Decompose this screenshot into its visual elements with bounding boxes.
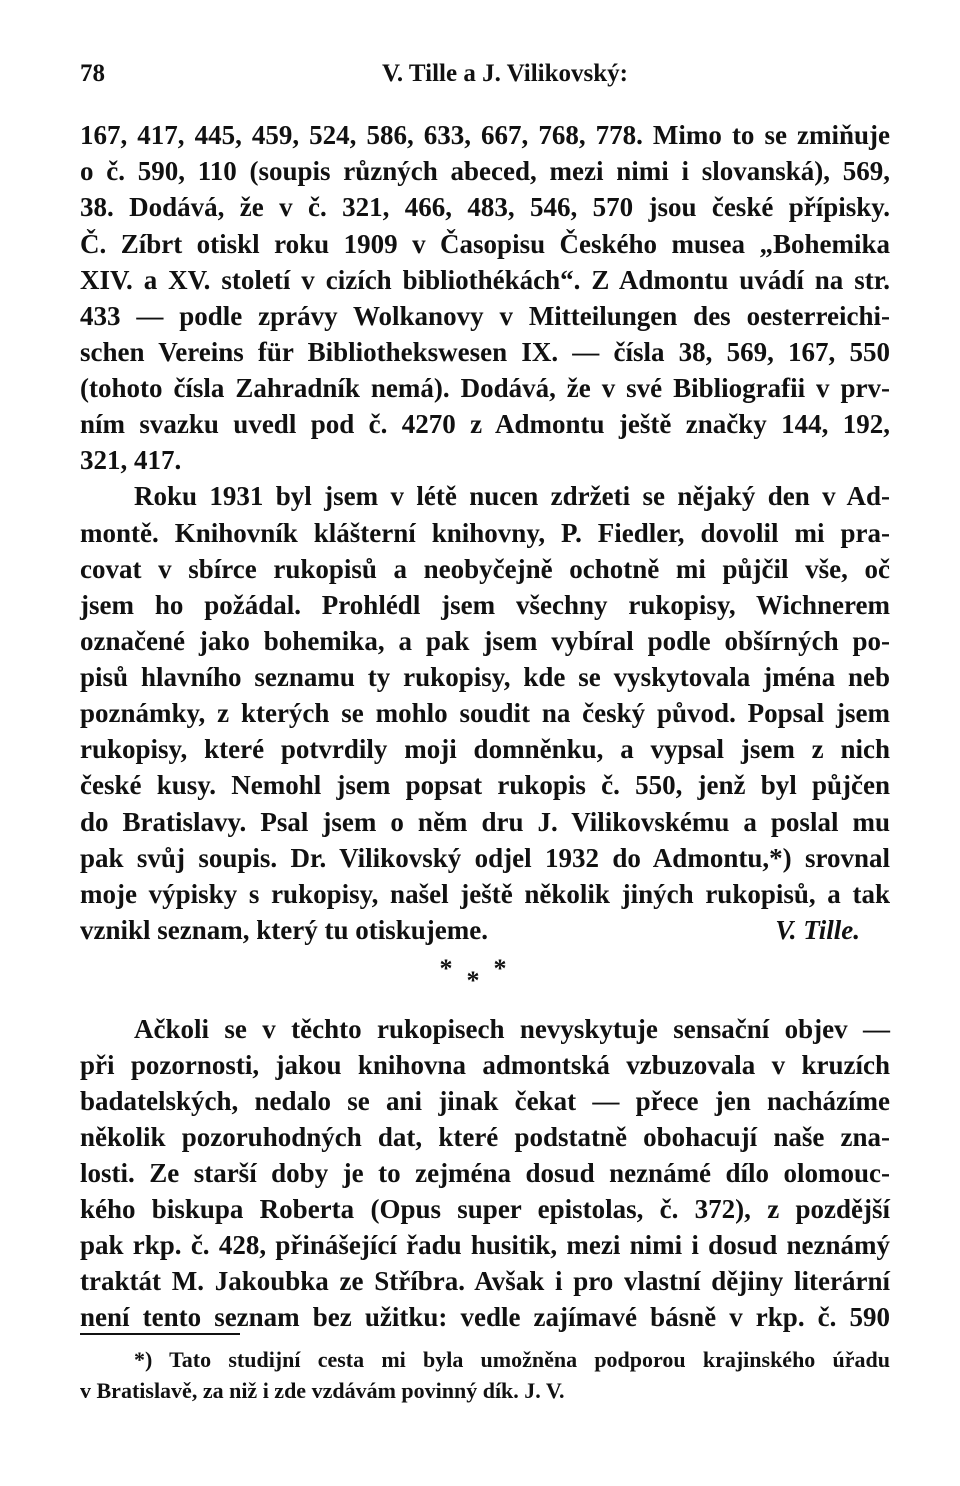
text-line: traktát M. Jakoubka ze Stříbra. Avšak i pro vlastní dějiny literární (80, 1266, 890, 1296)
text-line: XIV. a XV. století v cizích bibliothékách“. Z Admontu uvádí na str. (80, 265, 890, 295)
text-line: 321, 417. (80, 445, 182, 475)
text-line: kého biskupa Roberta (Opus super epistolas, č. 372), z pozdější (80, 1194, 890, 1224)
text-line: při pozornosti, jakou knihovna admontská vzbuzovala v kruzích (80, 1050, 890, 1080)
text-line: Roku 1931 byl jsem v létě nucen zdržeti se nějaký den v Ad- (134, 481, 890, 511)
text-line: pisů hlavního seznamu ty rukopisy, kde se vyskytovala jména neb (80, 662, 890, 692)
text-line: 38. Dodává, že v č. 321, 466, 483, 546, 570 jsou české přípisky. (80, 192, 890, 222)
footnote-line: v Bratislavě, za niž i zde vzdávám povinný dík. J. V. (80, 1378, 565, 1403)
asterisk: * (493, 954, 521, 983)
text-line: není tento seznam bez užitku: vedle zajímavé básně v rkp. č. 590 (80, 1302, 890, 1332)
text-line: ním svazku uvedl pod č. 4270 z Admontu ještě značky 144, 192, (80, 409, 890, 439)
text-line: badatelských, nedalo se ani jinak čekat — přece jen nacházíme (80, 1086, 890, 1116)
text-line: o č. 590, 110 (soupis různých abeced, mezi nimi i slovanská), 569, (80, 156, 890, 186)
footnote-rule (80, 1333, 240, 1335)
text-line: Ačkoli se v těchto rukopisech nevyskytuje sensační objev — (134, 1014, 890, 1044)
text-line: moje výpisky s rukopisy, našel ještě několik jiných rukopisů, a tak (80, 879, 890, 909)
text-line: 167, 417, 445, 459, 524, 586, 633, 667, 768, 778. Mimo to se zmiňuje (80, 120, 890, 150)
text-line: (tohoto čísla Zahradník nemá). Dodává, že v své Bibliografii v prv- (80, 373, 890, 403)
running-head: V. Tille a J. Vilikovský: (382, 60, 628, 87)
text-line: Č. Zíbrt otiskl roku 1909 v Časopisu Českého musea „Bohemika (80, 229, 890, 259)
signature: V. Tille. (775, 915, 860, 945)
text-line: covat v sbírce rukopisů a neobyčejně ochotně mi půjčil vše, oč (80, 554, 890, 584)
page-header (80, 60, 890, 94)
text-line: několik pozoruhodných dat, které podstatně obohacují naše zna- (80, 1122, 890, 1152)
text-line: losti. Ze starší doby je to zejména dosud neznámé dílo olomouc- (80, 1158, 890, 1188)
page-number: 78 (80, 60, 105, 87)
asterism-divider (0, 954, 960, 995)
asterisk: * (466, 966, 494, 995)
text-line: jsem ho požádal. Prohlédl jsem všechny rukopisy, Wichnerem (80, 590, 890, 620)
text-line: označené jako bohemika, a pak jsem vybíral podle obšírných po- (80, 626, 890, 656)
text-line: vznikl seznam, který tu otiskujeme. (80, 915, 488, 945)
text-line-signed (80, 913, 890, 947)
text-line: 433 — podle zprávy Wolkanovy v Mitteilungen des oesterreichi- (80, 301, 890, 331)
text-line: montě. Knihovník klášterní knihovny, P. Fiedler, dovolil mi pra- (80, 518, 890, 548)
text-line: pak rkp. č. 428, přinášející řadu husitik, mezi nimi i dosud neznámý (80, 1230, 890, 1260)
text-line: české kusy. Nemohl jsem popsat rukopis č. 550, jenž byl půjčen (80, 770, 890, 800)
text-line: schen Vereins für Bibliothekswesen IX. — čísla 38, 569, 167, 550 (80, 337, 890, 367)
text-line: rukopisy, které potvrdily moji domněnku, a vypsal jsem z nich (80, 734, 890, 764)
text-line: pak svůj soupis. Dr. Vilikovský odjel 1932 do Admontu,*) srovnal (80, 843, 890, 873)
footnote-line: *) Tato studijní cesta mi byla umožněna podporou krajinského úřadu (134, 1347, 890, 1372)
text-line: poznámky, z kterých se mohlo soudit na český původ. Popsal jsem (80, 698, 890, 728)
asterisk: * (439, 954, 467, 983)
text-line: do Bratislavy. Psal jsem o něm dru J. Vilikovskému a poslal mu (80, 807, 890, 837)
